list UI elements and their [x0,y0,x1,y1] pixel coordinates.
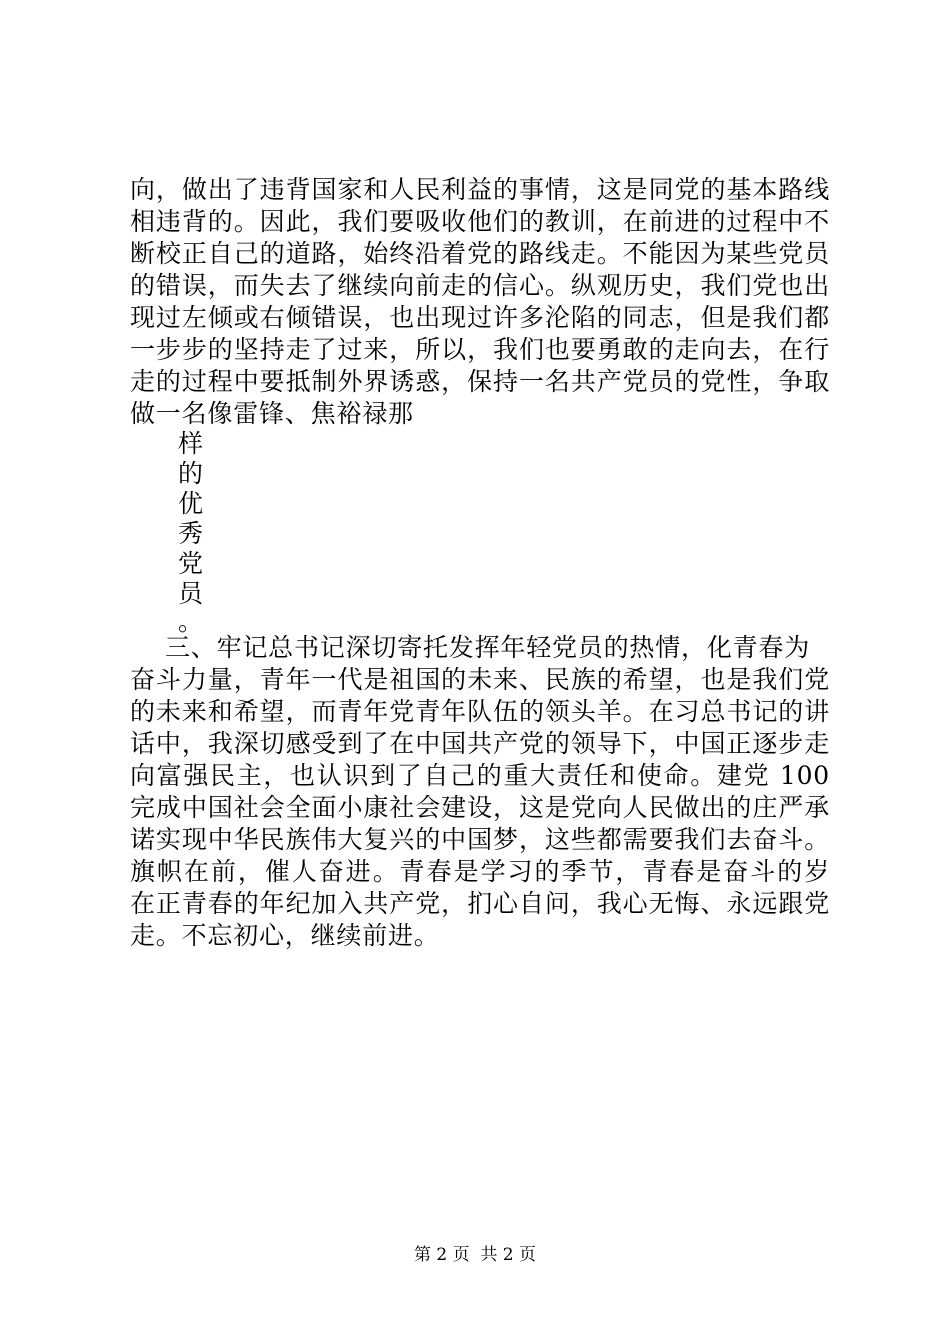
paragraph-line: 诺实现中华民族伟大复兴的中国梦，这些都需要我们去奋斗。 [130,825,830,854]
paragraph-line: 向，做出了违背国家和人民利益的事情，这是同党的基本路线 [130,175,830,204]
page-number-footer: 第 2 页 共 2 页 [413,1245,537,1265]
paragraph-line: 走的过程中要抵制外界诱惑，保持一名共产党员的党性，争取 [130,367,830,396]
paragraph-line: 一步步的坚持走了过来，所以，我们也要勇敢的走向去，在行 [130,335,830,364]
paragraph-line: 在正青春的年纪加入共产党，扪心自问，我心无悔、永远跟党 [130,889,830,918]
paragraph-line: 旗帜在前，催人奋进。青春是学习的季节，青春是奋斗的岁 [130,857,830,886]
paragraph-line: 的错误，而失去了继续向前走的信心。纵观历史，我们党也出 [130,271,830,300]
paragraph-line: 话中，我深切感受到了在中国共产党的领导下，中国正逐步走 [130,729,830,758]
paragraph-line: 相违背的。因此，我们要吸收他们的教训，在前进的过程中不 [130,207,830,236]
paragraph-line: 的未来和希望，而青年党青年队伍的领头羊。在习总书记的讲 [130,697,830,726]
paragraph-line: 走。不忘初心，继续前进。 [130,921,440,950]
vertical-char: 的 [178,459,204,488]
paragraph-line: 现过左倾或右倾错误，也出现过许多沦陷的同志，但是我们都 [130,303,830,332]
paragraph-line: 奋斗力量，青年一代是祖国的未来、民族的希望，也是我们党 [130,665,830,694]
paragraph-line: 完成中国社会全面小康社会建设，这是党向人民做出的庄严承 [130,793,830,822]
vertical-char: 秀 [178,519,204,548]
vertical-char: 样 [178,429,204,458]
paragraph-line: 做一名像雷锋、焦裕禄那 [130,399,414,428]
vertical-char: 员 [178,579,204,608]
vertical-char: 优 [178,489,204,518]
paragraph-line: 向富强民主，也认识到了自己的重大责任和使命。建党 100 [130,761,830,790]
paragraph-line: 三、牢记总书记深切寄托发挥年轻党员的热情，化青春为 [130,633,810,662]
vertical-char: 。 [178,607,204,636]
paragraph-line: 断校正自己的道路，始终沿着党的路线走。不能因为某些党员 [130,239,830,268]
vertical-char: 党 [178,549,204,578]
